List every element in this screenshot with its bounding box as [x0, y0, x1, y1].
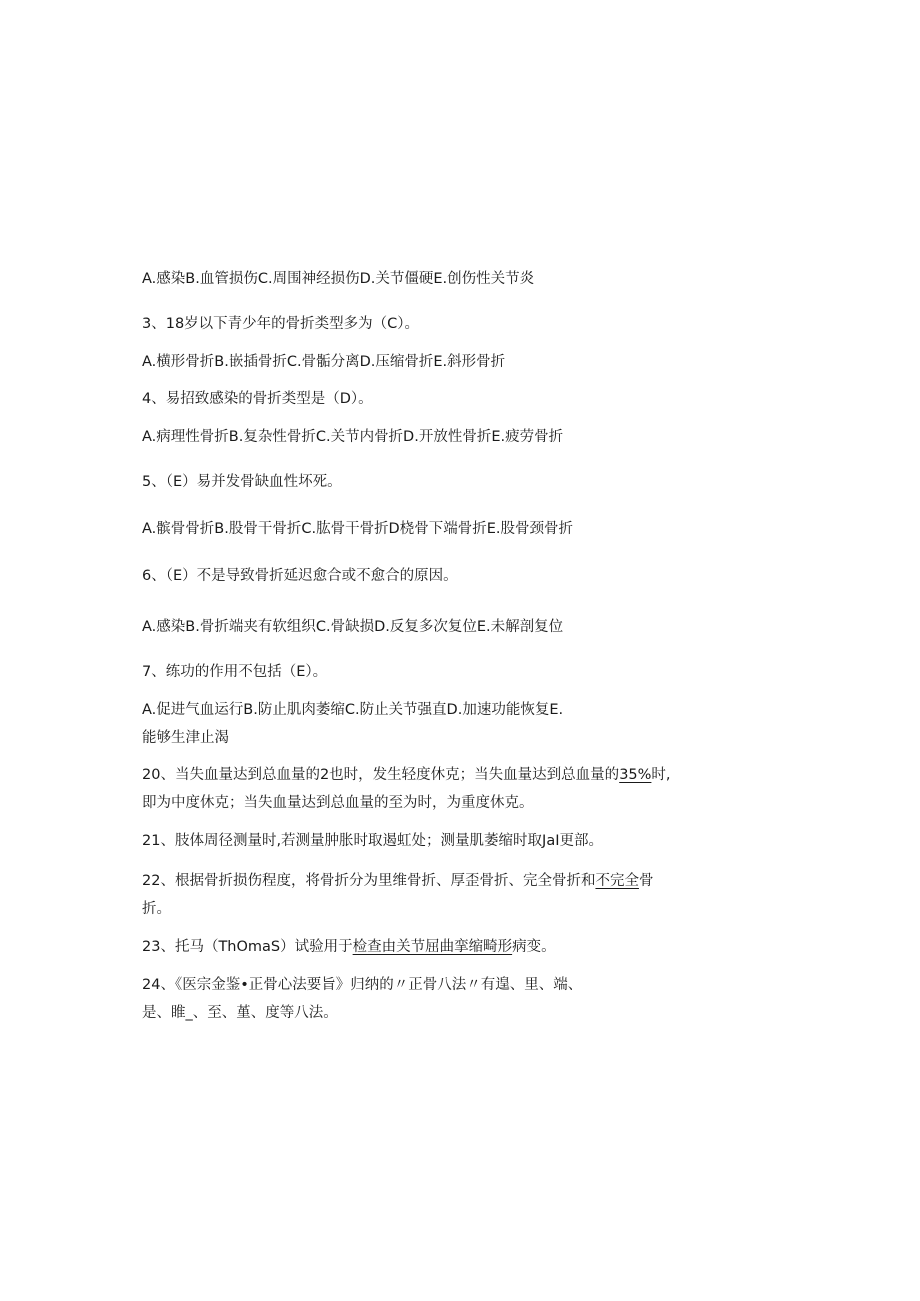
q22-answer-underlined: 不完全: [595, 873, 639, 889]
q3-options: A.横形骨折B.嵌插骨折C.骨骺分离D.压缩骨折E.斜形骨折: [142, 354, 506, 370]
q2-options: A.感染B.血管损伤C.周围神经损伤D.关节僵硬E.创伤性关节炎: [142, 271, 535, 287]
q22-line1: [142, 871, 653, 891]
q22-text-a: 22、根据骨折损伤程度，将骨折分为里维骨折、厚歪骨折、完全骨折和: [142, 873, 596, 889]
q20-line1: [142, 765, 671, 785]
q20-text-b: 时,: [651, 767, 671, 783]
q23-answer-underlined: 检查由关节屈曲挛缩畸形: [352, 939, 513, 955]
q6-options: A.感染B.骨折端夹有软组织C.骨缺损D.反复多次复位E.未解剖复位: [142, 619, 564, 635]
q24-line1: 24、《医宗金鉴•正骨心法要旨》归纳的〃正骨八法〃有遑、里、端、: [142, 977, 583, 993]
q7-options-line1: A.促进气血运行B.防止肌肉萎缩C.防止关节强直D.加速功能恢复E.: [142, 702, 564, 718]
q23-text-b: 病变。: [512, 939, 556, 955]
q4-options: A.病理性骨折B.复杂性骨折C.关节内骨折D.开放性骨折E.疲劳骨折: [142, 429, 564, 445]
q5-question: 5、（E）易并发骨缺血性坏死。: [142, 474, 342, 490]
q3-question: 3、18岁以下青少年的骨折类型多为（C）。: [142, 316, 420, 332]
q23-text-a: 23、托马（ThOmaS）试验用于: [142, 939, 353, 955]
q7-question: 7、练功的作用不包括（E）。: [142, 664, 328, 680]
q6-question: 6、（E）不是导致骨折延迟愈合或不愈合的原因。: [142, 568, 458, 584]
q5-options: A.髌骨骨折B.股骨干骨折C.肱骨干骨折D桡骨下端骨折E.股骨颈骨折: [142, 521, 573, 537]
q22-line2: 折。: [142, 901, 171, 917]
q20-line2: 即为中度休克；当失血量达到总血量的至为时，为重度休克。: [142, 795, 534, 811]
q23: [142, 937, 556, 957]
q21: 21、肢体周径测量时,若测量肿胀时取遏虹处；测量肌萎缩时取JaI更部。: [142, 833, 603, 849]
q20-answer-underlined: 35%: [619, 767, 652, 783]
q7-options-line2: 能够生津止渴: [142, 730, 229, 746]
q4-question: 4、易招致感染的骨折类型是（D）。: [142, 391, 373, 407]
q20-text-a: 20、当失血量达到总血量的2也时，发生轻度休克；当失血量达到总血量的: [142, 767, 620, 783]
q22-text-b: 骨: [638, 873, 654, 889]
q24-line2: 是、睢_、至、堇、度等八法。: [142, 1005, 338, 1021]
